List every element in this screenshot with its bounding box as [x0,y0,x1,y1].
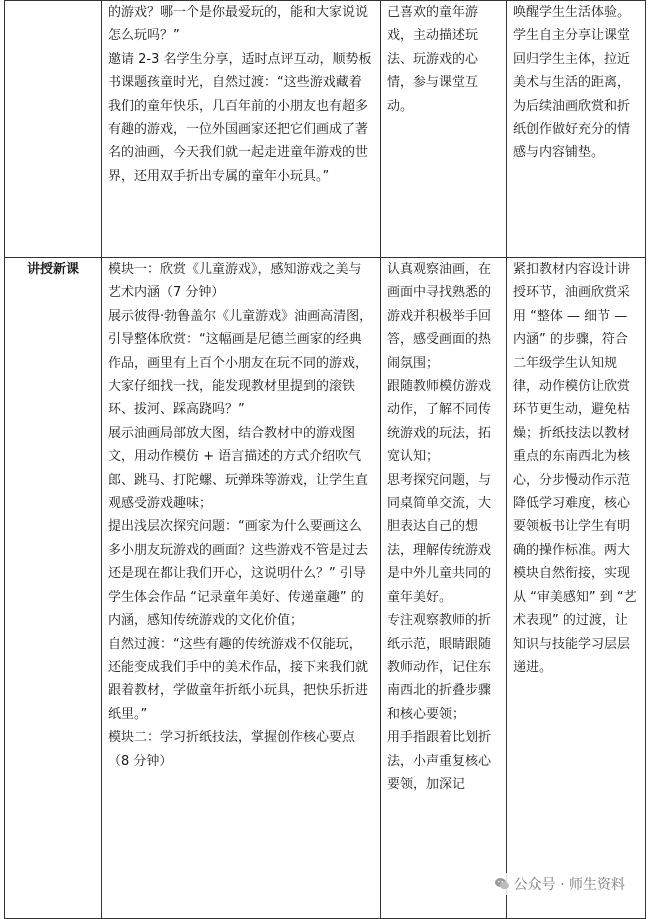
text-paragraph: 自然过渡：“这些有趣的传统游戏不仅能玩，还能变成我们手中的美术作品，接下来我们就跟着教材，学做童年折纸小玩具，把快乐折进纸里。” [108,636,369,722]
table-row [5,1,646,258]
text-paragraph: 提出浅层次探究问题：“画家为什么要画这么多小朋友玩游戏的画面？这些游戏不管是过去还是现在都让我们开心，这说明什么？” 引导学生体会作品 “记录童年美好、传递童趣” 的内涵，感知传统游戏的文化价值； [108,519,369,629]
teacher-activity-cell [102,1,381,258]
text-paragraph: 紧扣教材内容设计讲授环节，油画欣赏采用 “整体 — 细节 — 内涵” 的步骤，符合二年级学生认知规律，动作模仿让欣赏环节更生动，避免枯燥；折纸技法以教材重点的东南西北为核心，分步慢动作示范降低学习难度，核心要领板书让学生有明确的操作标准。两大模块自然衔接，实现从 “审美感知” 到 “艺术表现” 的过渡，让知识与技能学习层层递进。 [513,262,637,675]
teacher-activity-cell [102,258,381,919]
text-paragraph: 的游戏？哪一个是你最爱玩的，能和大家说说怎么玩吗？” [108,5,369,44]
text-paragraph: 思考探究问题，与同桌简单交流，大胆表达自己的想法，理解传统游戏是中外儿童共同的童年美好。 [387,472,492,605]
table-row [5,258,646,919]
student-activity-cell [381,1,507,258]
text-paragraph: 模块二：学习折纸技法，掌握创作核心要点（8 分钟） [108,730,356,769]
text-paragraph: 展示彼得·勃鲁盖尔《儿童游戏》油画高清图，引导整体欣赏：“这幅画是尼德兰画家的经典作品，画里有上百个小朋友在玩不同的游戏，大家仔细找一找，能发现教材里提到的滚铁环、拔河、踩高跷吗？” [108,308,373,418]
text-paragraph: 认真观察油画，在画面中寻找熟悉的游戏并积极举手回答，感受画面的热闹氛围； [387,262,492,371]
text-paragraph: 展示油画局部放大图，结合教材中的游戏图文，用动作模仿 + 语言描述的方式介绍吹气郎、跳马、打陀螺、玩弹珠等游戏，让学生直观感受游戏趣味； [108,425,369,512]
text-paragraph: 专注观察教师的折纸示范，眼睛跟随教师动作，记住东南西北的折叠步骤和核心要领； [387,613,492,722]
wechat-icon [494,876,510,892]
text-paragraph: 用手指跟着比划折法，小声重复核心要领，加深记 [387,730,492,792]
text-paragraph: 模块一：欣赏《儿童游戏》，感知游戏之美与艺术内涵（7 分钟） [108,262,362,301]
stage-cell [5,1,102,258]
lesson-plan-table [4,0,646,919]
text-paragraph: 邀请 2-3 名学生分享，适时点评互动，顺势板书课题孩童时光，自然过渡：“这些游戏藏着我们的童年快乐，几百年前的小朋友也有超多有趣的游戏，一位外国画家还把它们画成了著名的油画，今天我们就一起走进童年游戏的世界，还用双手折出专属的童年小玩具。” [108,51,372,184]
student-activity-cell [381,258,507,919]
text-paragraph: 跟随教师模仿游戏动作，了解不同传统游戏的玩法，拓宽认知； [387,379,492,465]
watermark [490,873,629,895]
design-intent-cell [507,1,646,258]
design-intent-cell [507,258,646,919]
text-paragraph: 唤醒学生生活体验。学生自主分享让课堂回归学生主体，拉近美术与生活的距离，为后续油画欣赏和折纸创作做好充分的情感与内容铺垫。 [513,5,631,161]
watermark-text: 公众号 · 师生资料 [513,877,625,893]
stage-cell: 讲授新课 [5,258,102,919]
text-paragraph: 己喜欢的童年游戏，主动描述玩法、玩游戏的心情，参与课堂互动。 [387,5,479,114]
